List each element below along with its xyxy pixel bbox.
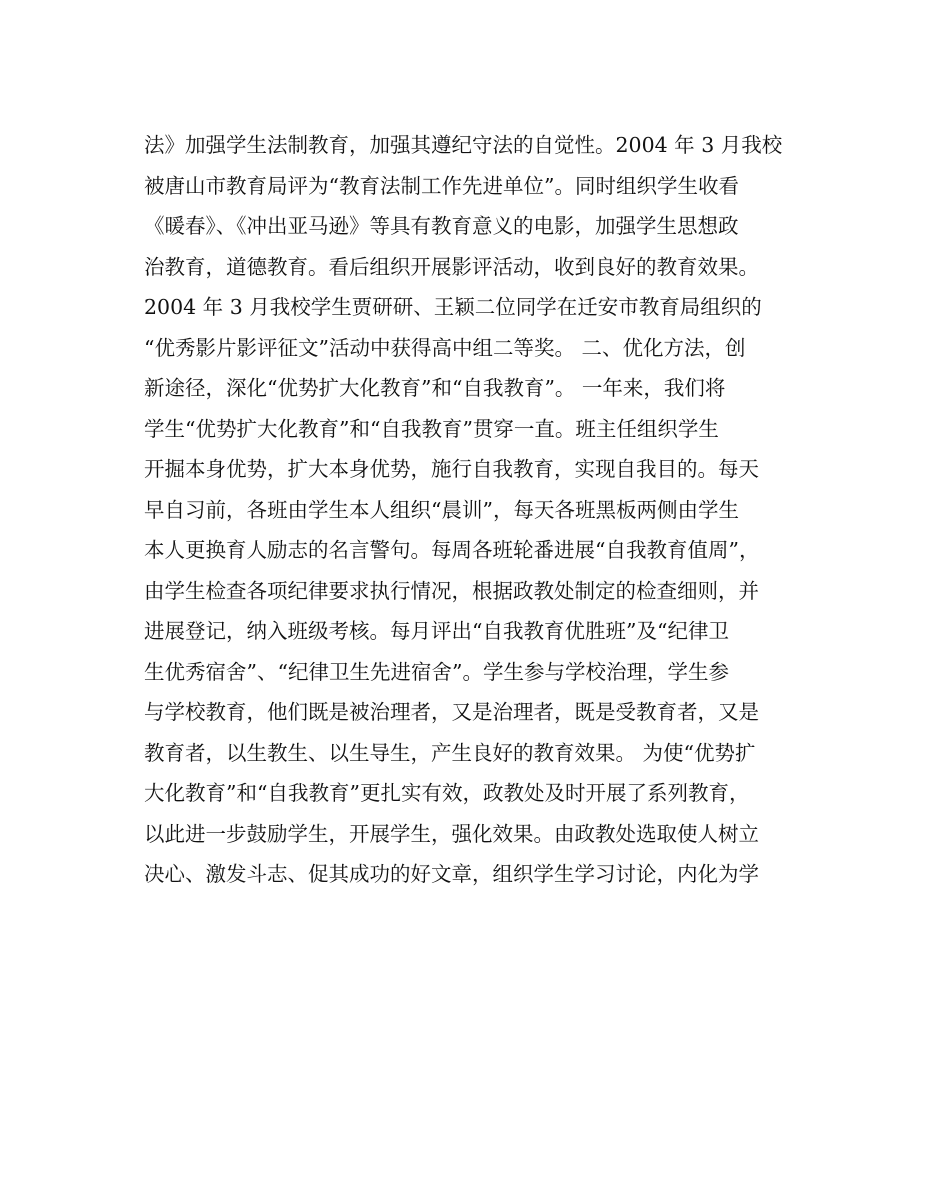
text-line: 法》加强学生法制教育，加强其遵纪守法的自觉性。2004 年 3 月我校 bbox=[144, 133, 783, 157]
text-line: 学生“优势扩大化教育”和“自我教育”贯穿一直。班主任组织学生 bbox=[144, 416, 719, 441]
text-line: 进展登记，纳入班级考核。每月评出“自我教育优胜班”及“纪律卫 bbox=[144, 619, 729, 643]
text-line: 开掘本身优势，扩大本身优势，施行自我教育，实现自我目的。每天 bbox=[144, 457, 759, 481]
text-line: 决心、激发斗志、促其成功的好文章，组织学生学习讨论，内化为学 bbox=[144, 862, 759, 886]
text-line: 《暖春》、《冲出亚马逊》等具有教育意义的电影，加强学生思想政 bbox=[144, 214, 739, 238]
text-line: 2004 年 3 月我校学生贾研研、王颖二位同学在迁安市教育局组织的 bbox=[144, 295, 762, 319]
body-text bbox=[144, 125, 814, 895]
text-line: 新途径，深化“优势扩大化教育”和“自我教育”。 一年来，我们将 bbox=[144, 376, 726, 400]
text-line: 以此进一步鼓励学生，开展学生，强化效果。由政教处选取使人树立 bbox=[144, 821, 759, 846]
text-line: 大化教育”和“自我教育”更扎实有效，政教处及时开展了系列教育， bbox=[144, 781, 750, 805]
text-line: 与学校教育，他们既是被治理者，又是治理者，既是受教育者，又是 bbox=[144, 700, 759, 724]
text-line: 被唐山市教育局评为“教育法制工作先进单位”。同时组织学生收看 bbox=[144, 173, 739, 198]
text-line: 生优秀宿舍”、“纪律卫生先进宿舍”。学生参与学校治理，学生参 bbox=[144, 659, 729, 684]
text-line: “优秀影片影评征文”活动中获得高中组二等奖。 二、优化方法，创 bbox=[144, 335, 746, 360]
text-line: 本人更换育人励志的名言警句。每周各班轮番进展“自我教育值周”， bbox=[144, 538, 760, 562]
text-line: 早自习前，各班由学生本人组织“晨训”，每天各班黑板两侧由学生 bbox=[144, 497, 739, 522]
text-line: 教育者，以生教生、以生导生，产生良好的教育效果。 为使“优势扩 bbox=[144, 740, 756, 765]
text-line: 治教育，道德教育。看后组织开展影评活动，收到良好的教育效果。 bbox=[144, 254, 759, 279]
text-line: 由学生检查各项纪律要求执行情况，根据政教处制定的检查细则，并 bbox=[144, 578, 759, 603]
